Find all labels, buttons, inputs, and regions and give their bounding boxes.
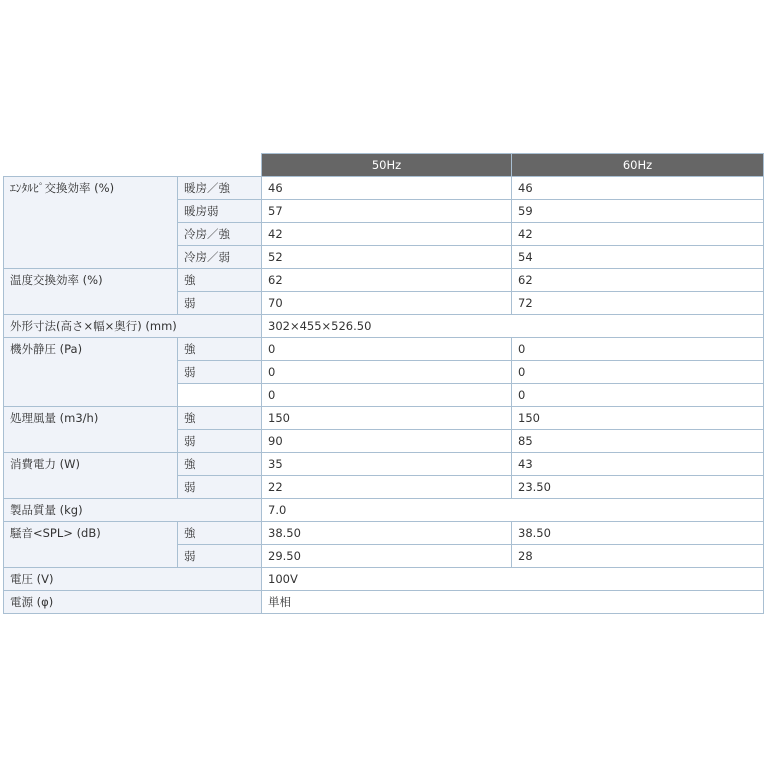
row-label-temperature: 温度交換効率 (%)	[4, 269, 178, 315]
sub-label: 弱	[178, 361, 262, 384]
value-60hz: 23.50	[512, 476, 764, 499]
row-label-noise: 騒音<SPL> (dB)	[4, 522, 178, 568]
table-row	[4, 177, 764, 200]
table-row	[4, 499, 764, 522]
table-row	[4, 407, 764, 430]
sub-label: 弱	[178, 292, 262, 315]
value-60hz: 62	[512, 269, 764, 292]
value-60hz: 72	[512, 292, 764, 315]
value-50hz: 38.50	[262, 522, 512, 545]
value-50hz: 0	[262, 384, 512, 407]
table-row	[4, 269, 764, 292]
value-50hz: 62	[262, 269, 512, 292]
value-50hz: 35	[262, 453, 512, 476]
value-50hz: 29.50	[262, 545, 512, 568]
sub-label: 強	[178, 407, 262, 430]
row-label-dimensions: 外形寸法(高さ×幅×奥行) (mm)	[4, 315, 262, 338]
value-50hz: 42	[262, 223, 512, 246]
row-label-voltage: 電圧 (V)	[4, 568, 262, 591]
value-60hz: 0	[512, 338, 764, 361]
value-60hz: 38.50	[512, 522, 764, 545]
value-60hz: 46	[512, 177, 764, 200]
table-row	[4, 522, 764, 545]
row-label-static-pressure: 機外静圧 (Pa)	[4, 338, 178, 407]
sub-label: 冷房／弱	[178, 246, 262, 269]
header-60hz: 60Hz	[512, 154, 764, 177]
value-50hz: 70	[262, 292, 512, 315]
value-60hz: 59	[512, 200, 764, 223]
value-50hz: 150	[262, 407, 512, 430]
sub-label: 強	[178, 522, 262, 545]
header-50hz: 50Hz	[262, 154, 512, 177]
row-label-airflow: 処理風量 (m3/h)	[4, 407, 178, 453]
sub-label: 弱	[178, 545, 262, 568]
value-50hz: 22	[262, 476, 512, 499]
value-60hz: 54	[512, 246, 764, 269]
value-60hz: 85	[512, 430, 764, 453]
value-phase: 単相	[262, 591, 764, 614]
table-row	[4, 453, 764, 476]
sub-label: 強	[178, 269, 262, 292]
sub-label: 暖房／強	[178, 177, 262, 200]
row-label-phase: 電源 (φ)	[4, 591, 262, 614]
sub-label-empty	[178, 384, 262, 407]
value-60hz: 28	[512, 545, 764, 568]
table-row	[4, 338, 764, 361]
value-60hz: 0	[512, 384, 764, 407]
header-blank	[4, 154, 262, 177]
row-label-enthalpy: ｴﾝﾀﾙﾋﾟ交換効率 (%)	[4, 177, 178, 269]
value-60hz: 42	[512, 223, 764, 246]
value-voltage: 100V	[262, 568, 764, 591]
value-mass: 7.0	[262, 499, 764, 522]
value-50hz: 57	[262, 200, 512, 223]
sub-label: 強	[178, 338, 262, 361]
row-label-power: 消費電力 (W)	[4, 453, 178, 499]
sub-label: 弱	[178, 476, 262, 499]
spec-table	[3, 153, 764, 614]
value-60hz: 150	[512, 407, 764, 430]
table-row	[4, 568, 764, 591]
value-60hz: 43	[512, 453, 764, 476]
table-row	[4, 315, 764, 338]
sub-label: 暖房弱	[178, 200, 262, 223]
table-row	[4, 591, 764, 614]
value-50hz: 0	[262, 338, 512, 361]
header-row	[4, 154, 764, 177]
row-label-mass: 製品質量 (kg)	[4, 499, 262, 522]
value-50hz: 0	[262, 361, 512, 384]
value-50hz: 52	[262, 246, 512, 269]
value-50hz: 90	[262, 430, 512, 453]
value-dimensions: 302×455×526.50	[262, 315, 764, 338]
value-60hz: 0	[512, 361, 764, 384]
value-50hz: 46	[262, 177, 512, 200]
sub-label: 冷房／強	[178, 223, 262, 246]
sub-label: 強	[178, 453, 262, 476]
sub-label: 弱	[178, 430, 262, 453]
